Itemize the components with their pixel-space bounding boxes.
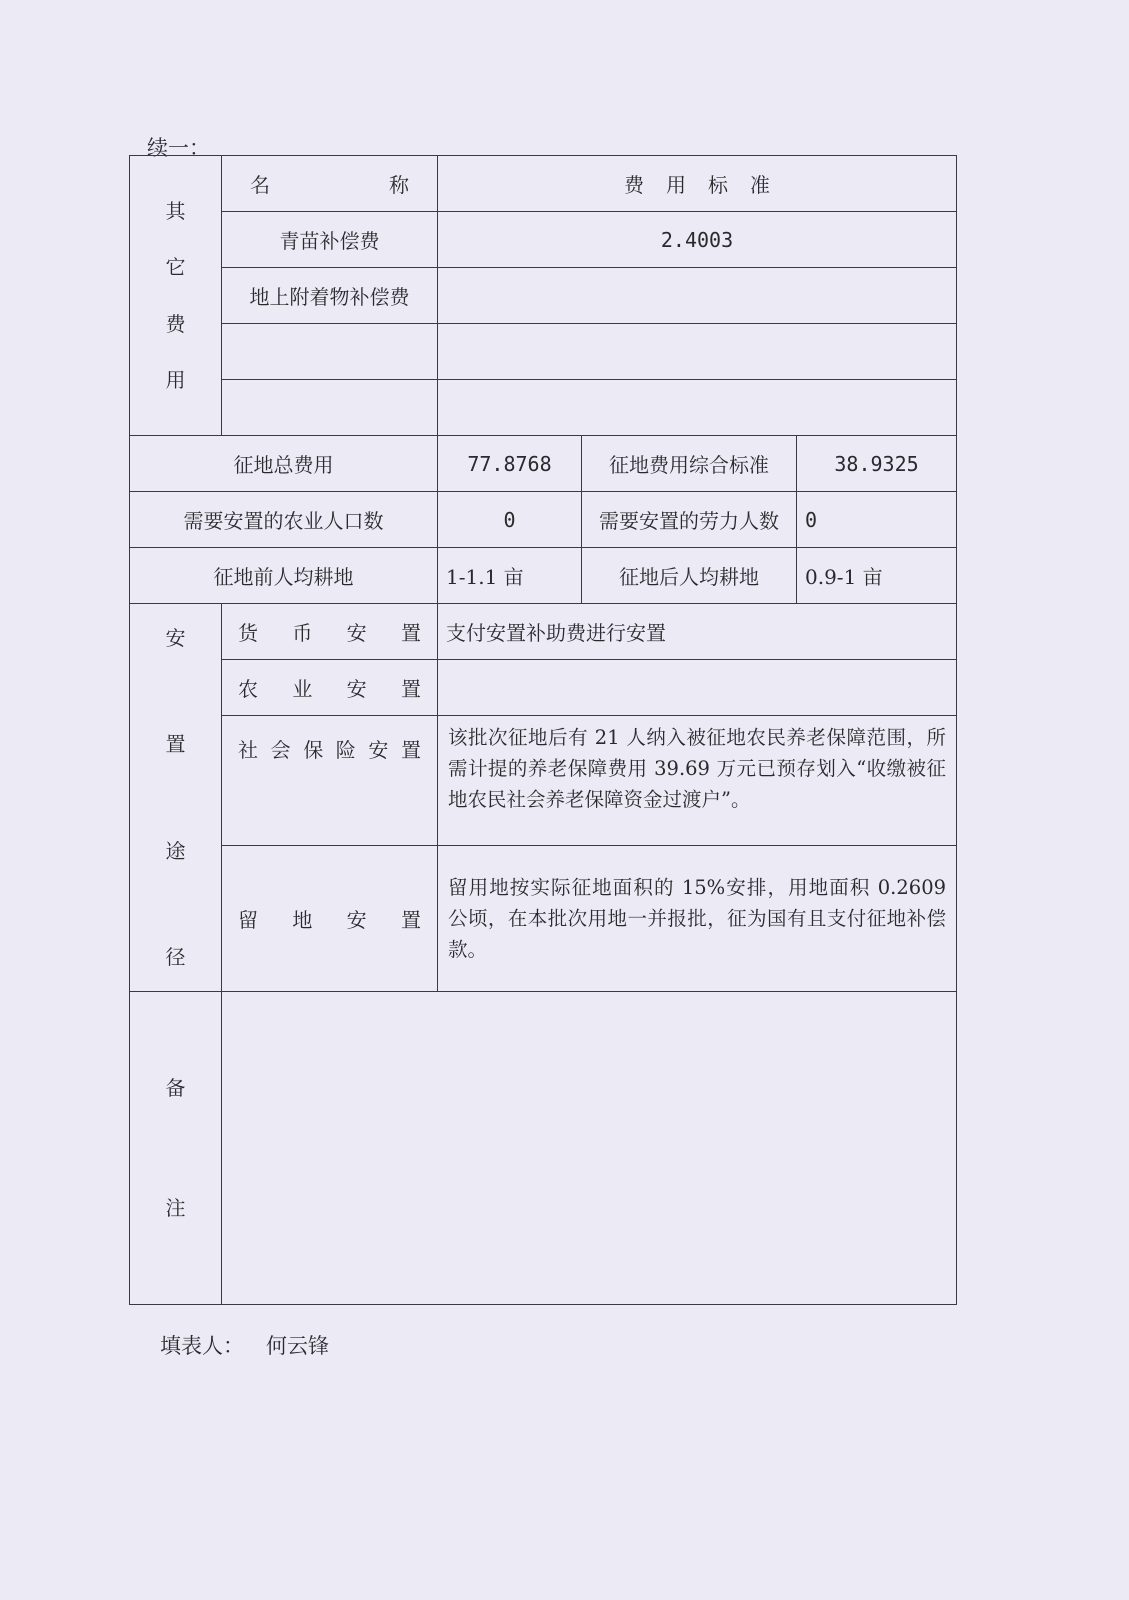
resettlement-content: 支付安置补助费进行安置 xyxy=(438,604,957,660)
land-acquisition-form xyxy=(129,155,956,1305)
agri-population-label: 需要安置的农业人口数 xyxy=(130,492,438,548)
resettlement-row xyxy=(130,660,957,716)
resettlement-content: 该批次征地后有 21 人纳入被征地农民养老保障范围，所需计提的养老保障费用 39.69 万元已预存划入“收缴被征地农民社会养老保障资金过渡户”。 xyxy=(438,716,957,846)
group-char: 径 xyxy=(165,945,186,970)
group-char: 费 xyxy=(165,311,186,336)
filler-line xyxy=(160,1330,329,1360)
fee-value: 2.4003 xyxy=(438,212,957,268)
remarks-char: 备 xyxy=(165,1076,186,1100)
group-char: 置 xyxy=(165,732,186,757)
remarks-label xyxy=(130,992,222,1305)
resettlement-row xyxy=(130,846,957,992)
fee-row xyxy=(130,380,957,436)
remarks-content xyxy=(222,992,957,1305)
fee-name xyxy=(222,324,438,380)
fee-row xyxy=(130,212,957,268)
total-cost-value: 77.8768 xyxy=(438,436,582,492)
resettlement-type-label: 社 会 保 险 安 置 xyxy=(222,716,438,846)
resettlement-row xyxy=(130,604,957,660)
population-row xyxy=(130,492,957,548)
total-cost-row xyxy=(130,436,957,492)
filler-name: 何云锋 xyxy=(266,1334,329,1358)
form-table xyxy=(129,155,957,1305)
land-before-label: 征地前人均耕地 xyxy=(130,548,438,604)
fee-value xyxy=(438,380,957,436)
resettlement-content: 留用地按实际征地面积的 15%安排，用地面积 0.2609 公顷，在本批次用地一并报批，征为国有且支付征地补偿款。 xyxy=(438,846,957,992)
resettlement-content xyxy=(438,660,957,716)
remarks-char: 注 xyxy=(165,1196,186,1220)
labor-count-value: 0 xyxy=(797,492,957,548)
resettlement-type-label: 农 业 安 置 xyxy=(222,660,438,716)
resettlement-row xyxy=(130,716,957,846)
resettlement-group-label xyxy=(130,604,222,992)
caption: 续一： xyxy=(147,136,210,160)
agri-population-value: 0 xyxy=(438,492,582,548)
total-cost-label: 征地总费用 xyxy=(130,436,438,492)
resettlement-type-label: 留 地 安 置 xyxy=(222,846,438,992)
other-fees-header-row xyxy=(130,156,957,212)
fee-name: 地上附着物补偿费 xyxy=(222,268,438,324)
standard-column-header: 费 用 标 准 xyxy=(438,156,957,212)
land-before-value: 1-1.1 亩 xyxy=(438,548,582,604)
labor-count-label: 需要安置的劳力人数 xyxy=(582,492,797,548)
resettlement-type-label: 货 币 安 置 xyxy=(222,604,438,660)
name-column-header: 名 称 xyxy=(222,156,438,212)
group-char: 其 xyxy=(165,198,186,223)
group-char: 安 xyxy=(165,625,186,650)
composite-standard-value: 38.9325 xyxy=(797,436,957,492)
fee-name: 青苗补偿费 xyxy=(222,212,438,268)
filler-label: 填表人： xyxy=(160,1334,244,1358)
other-fees-group-label xyxy=(130,156,222,436)
farmland-row xyxy=(130,548,957,604)
group-char: 途 xyxy=(165,838,186,863)
fee-row xyxy=(130,268,957,324)
land-after-value: 0.9-1 亩 xyxy=(797,548,957,604)
remarks-row xyxy=(130,992,957,1305)
composite-standard-label: 征地费用综合标准 xyxy=(582,436,797,492)
group-char: 用 xyxy=(165,368,186,393)
fee-value xyxy=(438,268,957,324)
fee-value xyxy=(438,324,957,380)
fee-name xyxy=(222,380,438,436)
fee-row xyxy=(130,324,957,380)
land-after-label: 征地后人均耕地 xyxy=(582,548,797,604)
group-char: 它 xyxy=(165,255,186,280)
